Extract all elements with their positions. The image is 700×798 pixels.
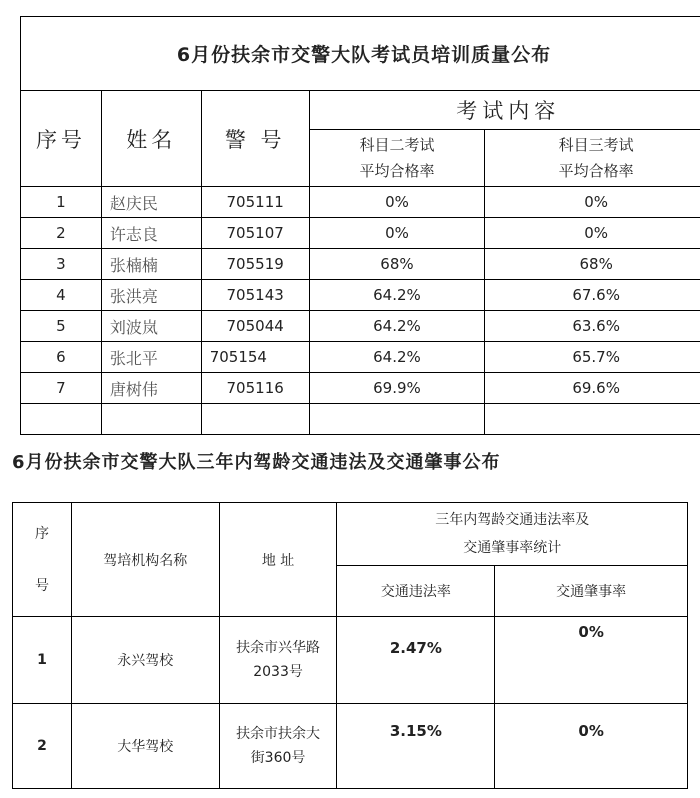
cell-empty [309, 404, 485, 435]
cell-accident-rate: 0% [495, 704, 688, 789]
cell-subject3-rate: 65.7% [485, 342, 700, 373]
cell-address-line1: 扶余市兴华路 [236, 640, 321, 656]
header-address: 地 址 [219, 503, 337, 617]
header-badge: 警 号 [201, 91, 309, 187]
table-row [21, 218, 700, 249]
cell-seq: 2 [21, 218, 102, 249]
cell-subject2-rate: 64.2% [309, 280, 485, 311]
cell-subject2-rate: 68% [309, 249, 485, 280]
cell-seq: 1 [13, 617, 72, 704]
header-seq: 序号 [21, 91, 102, 187]
table-row [21, 187, 700, 218]
cell-seq: 5 [21, 311, 102, 342]
cell-subject2-rate: 0% [309, 218, 485, 249]
cell-seq: 2 [13, 704, 72, 789]
cell-subject3-rate: 0% [485, 218, 700, 249]
cell-seq: 6 [21, 342, 102, 373]
header-subject2-line1: 科目二考试 [359, 136, 435, 154]
header-stats [337, 503, 688, 566]
cell-address [219, 704, 337, 789]
table-row [21, 373, 700, 404]
header-accident: 交通肇事率 [495, 566, 688, 617]
table-row [13, 704, 688, 789]
table-row [21, 311, 700, 342]
violation-accident-table [12, 502, 688, 789]
cell-violation-rate: 3.15% [337, 704, 495, 789]
cell-badge: 705143 [201, 280, 309, 311]
cell-seq: 3 [21, 249, 102, 280]
cell-empty [201, 404, 309, 435]
cell-name: 刘波岚 [101, 311, 201, 342]
cell-subject2-rate: 64.2% [309, 342, 485, 373]
header-seq-bottom: 号 [34, 577, 49, 594]
cell-address-line2: 街360号 [250, 750, 306, 766]
cell-seq: 7 [21, 373, 102, 404]
header-subject3-line2: 平均合格率 [558, 162, 634, 180]
table2-title: 6月份扶余市交警大队三年内驾龄交通违法及交通肇事公布 [12, 452, 501, 473]
table-row [21, 280, 700, 311]
header-name: 姓名 [101, 91, 201, 187]
header-subject3 [485, 130, 700, 187]
header-subject2 [309, 130, 485, 187]
cell-violation-rate: 2.47% [337, 617, 495, 704]
cell-subject2-rate: 0% [309, 187, 485, 218]
cell-name: 张楠楠 [101, 249, 201, 280]
header-seq [13, 503, 72, 617]
cell-address-line2: 2033号 [253, 664, 303, 680]
cell-subject3-rate: 67.6% [485, 280, 700, 311]
header-school: 驾培机构名称 [71, 503, 219, 617]
cell-name: 许志良 [101, 218, 201, 249]
cell-subject2-rate: 69.9% [309, 373, 485, 404]
table-row [13, 617, 688, 704]
cell-address-line1: 扶余市扶余大 [236, 726, 321, 742]
training-quality-table [20, 16, 700, 435]
header-subject2-line2: 平均合格率 [359, 162, 435, 180]
table-row [21, 249, 700, 280]
header-subject3-line1: 科目三考试 [558, 136, 634, 154]
cell-empty [21, 404, 102, 435]
table-row-empty [21, 404, 700, 435]
header-stats-line1: 三年内驾龄交通违法率及 [435, 512, 590, 528]
cell-school: 永兴驾校 [71, 617, 219, 704]
cell-subject2-rate: 64.2% [309, 311, 485, 342]
header-violation: 交通违法率 [337, 566, 495, 617]
cell-badge: 705116 [201, 373, 309, 404]
header-stats-line2: 交通肇事率统计 [463, 540, 562, 556]
header-exam-content: 考试内容 [309, 91, 700, 130]
cell-badge: 705107 [201, 218, 309, 249]
header-seq-top: 序 [34, 525, 49, 542]
cell-name: 唐树伟 [101, 373, 201, 404]
cell-seq: 1 [21, 187, 102, 218]
cell-badge: 705154 [201, 342, 309, 373]
table-row [21, 342, 700, 373]
cell-seq: 4 [21, 280, 102, 311]
cell-accident-rate: 0% [495, 617, 688, 704]
cell-address [219, 617, 337, 704]
cell-name: 张北平 [101, 342, 201, 373]
cell-subject3-rate: 63.6% [485, 311, 700, 342]
cell-badge: 705044 [201, 311, 309, 342]
cell-subject3-rate: 69.6% [485, 373, 700, 404]
cell-badge: 705111 [201, 187, 309, 218]
table1-title: 6月份扶余市交警大队考试员培训质量公布 [21, 17, 700, 91]
cell-subject3-rate: 68% [485, 249, 700, 280]
cell-empty [485, 404, 700, 435]
cell-school: 大华驾校 [71, 704, 219, 789]
cell-name: 赵庆民 [101, 187, 201, 218]
cell-subject3-rate: 0% [485, 187, 700, 218]
cell-empty [101, 404, 201, 435]
cell-name: 张洪亮 [101, 280, 201, 311]
cell-badge: 705519 [201, 249, 309, 280]
